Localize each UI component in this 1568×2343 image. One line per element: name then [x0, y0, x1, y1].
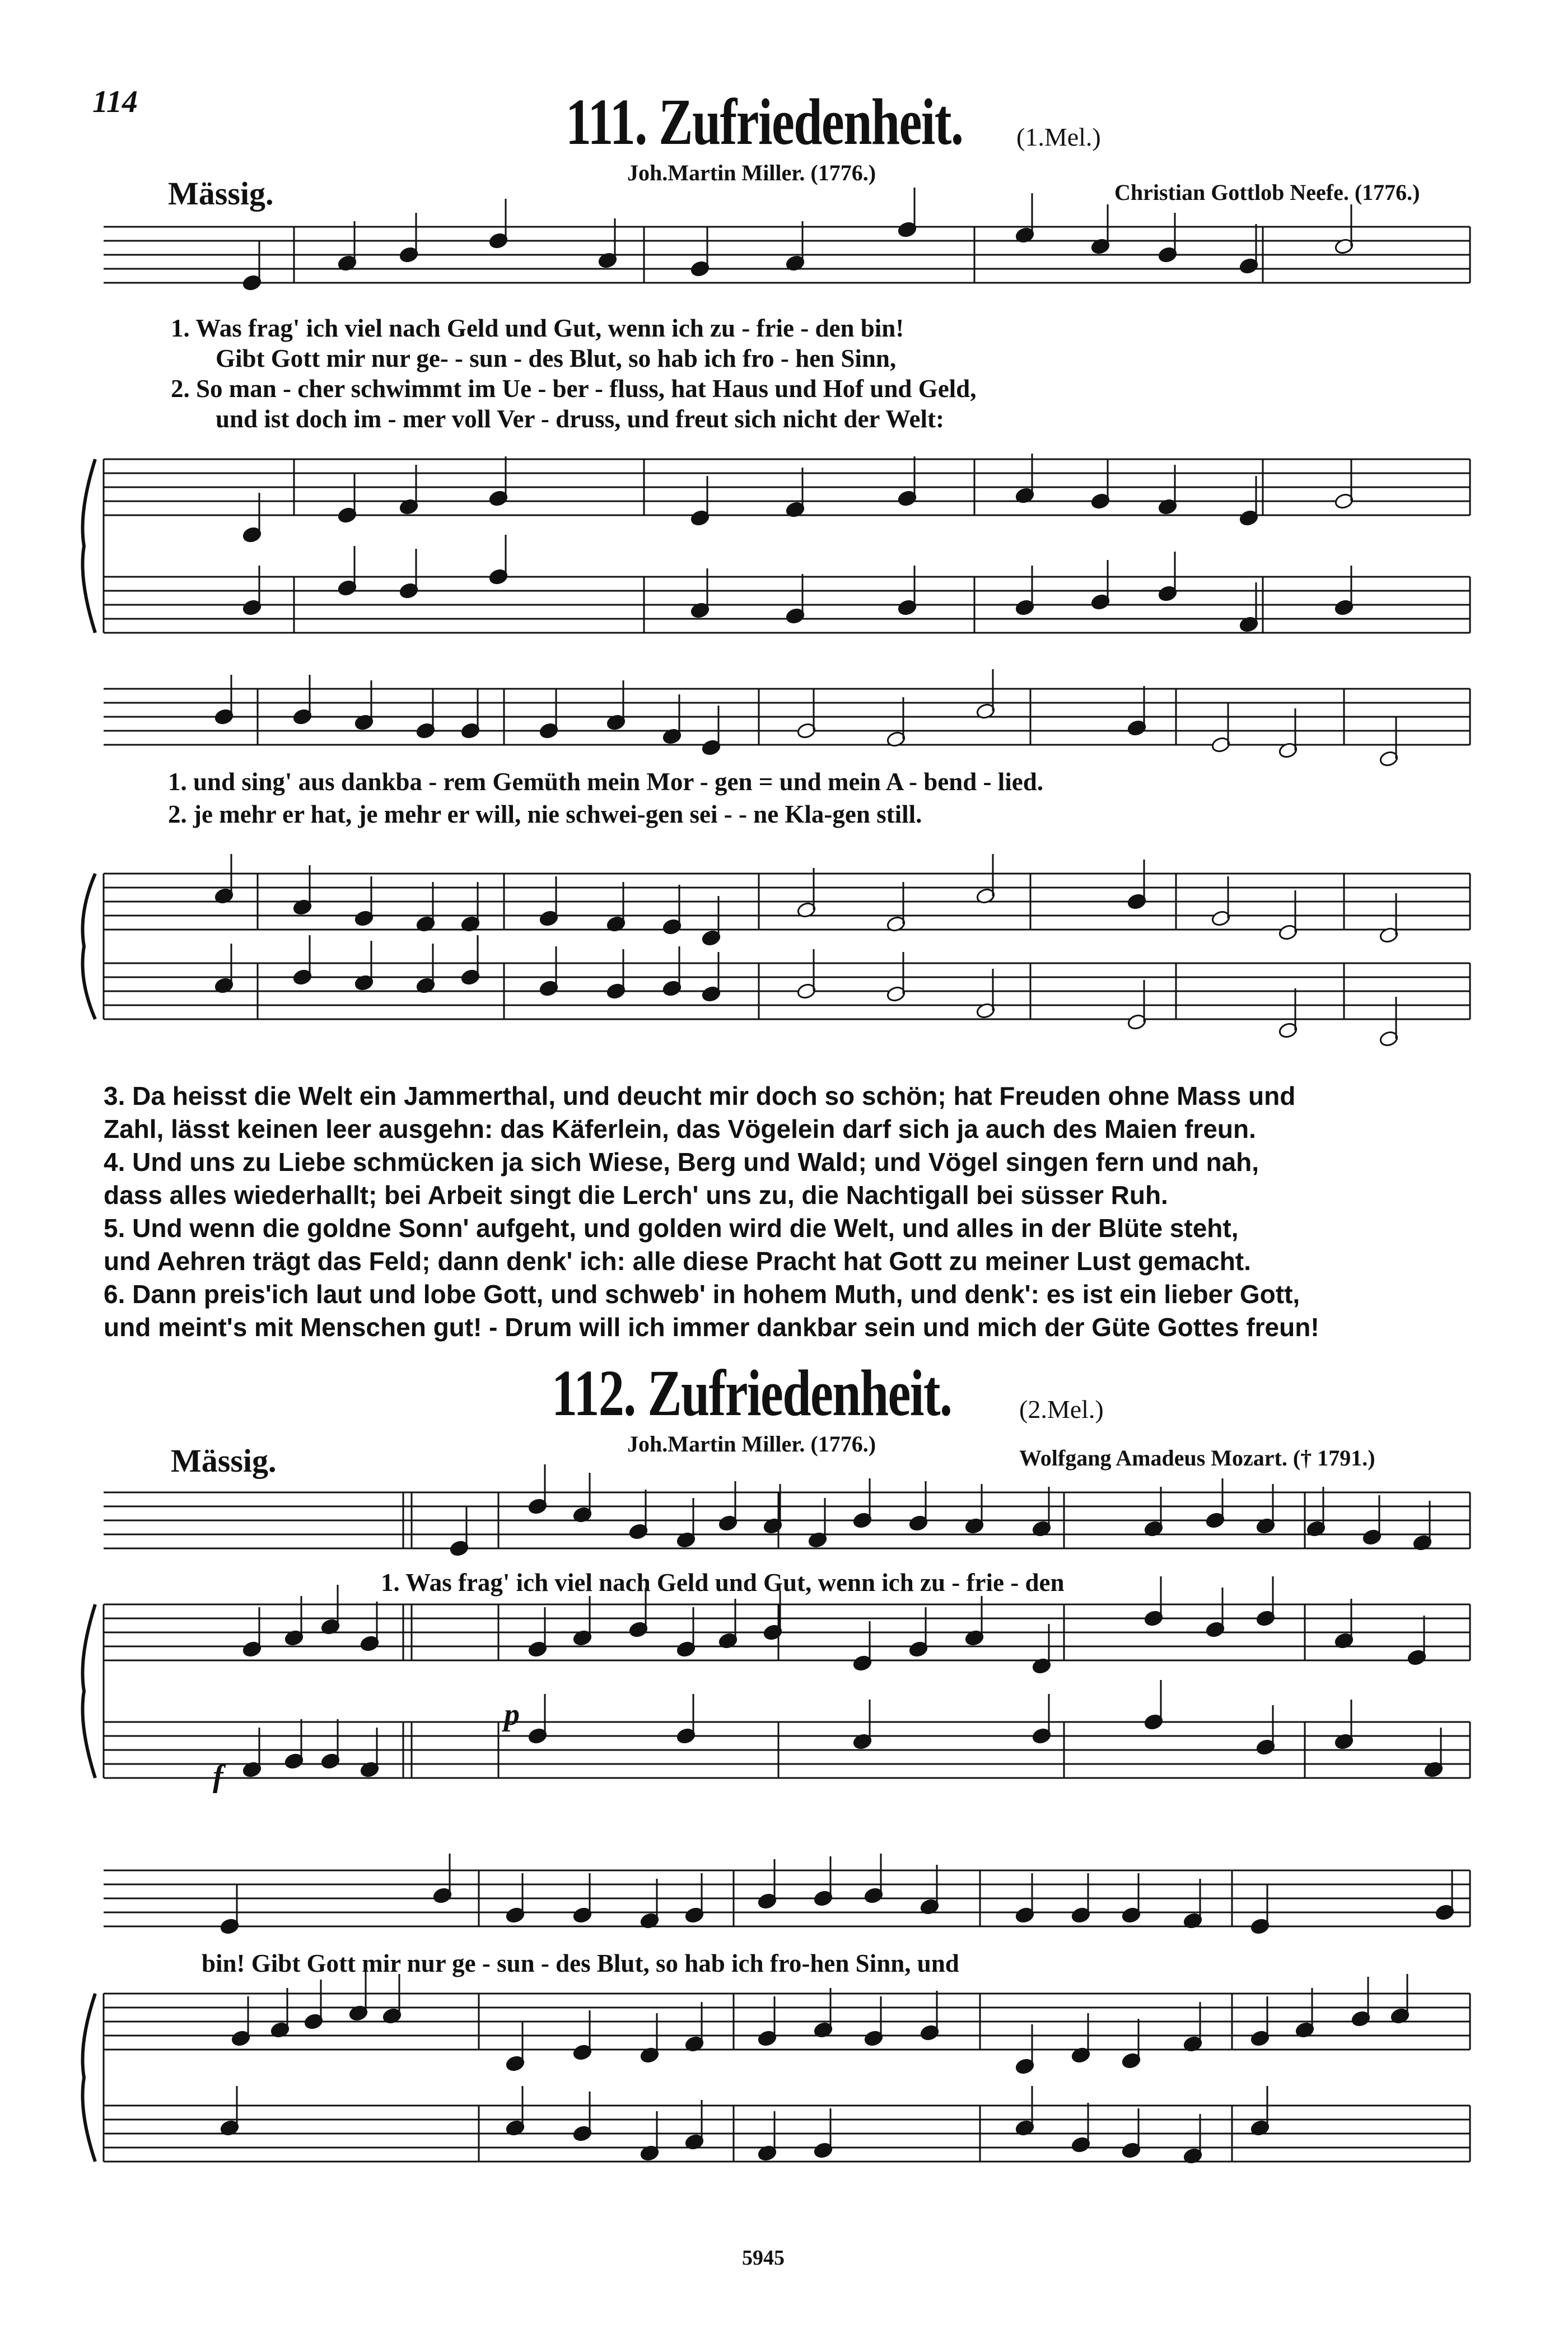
- song-111-tempo: Mässig.: [168, 175, 274, 212]
- song-112-composer: Wolfgang Amadeus Mozart. († 1791.): [1019, 1445, 1375, 1471]
- verse-4-line-1: 4. Und uns zu Liebe schmücken ja sich Wiese, Berg und Wald; und Vögel singen fern und nah,: [104, 1147, 1259, 1177]
- verse-3-line-1: 3. Da heisst die Welt ein Jammerthal, und deucht mir doch so schön; hat Freuden ohne Mass und: [104, 1081, 1296, 1110]
- verse-5-line-1: 5. Und wenn die goldne Sonn' aufgeht, und golden wird die Welt, und alles in der Blüte steht,: [104, 1213, 1239, 1243]
- page-number: 114: [92, 85, 138, 119]
- song-112-lyrics-line-2: bin! Gibt Gott mir nur ge - sun - des Blut, so hab ich fro-hen Sinn, und: [202, 1949, 959, 1977]
- dynamic-forte: f: [213, 1759, 223, 1794]
- piano-brace: [83, 1994, 96, 2162]
- song-112-lyrics-line-1: 1. Was frag' ich viel nach Geld und Gut, wenn ich zu - frie - den: [381, 1569, 1065, 1597]
- song-111-composer: Christian Gottlob Neefe. (1776.): [1114, 180, 1420, 205]
- verse-5-line-2: und Aehren trägt das Feld; dann denk' ich: alle diese Pracht hat Gott zu meiner Lust gemacht.: [104, 1247, 1251, 1276]
- verse-6-line-2: und meint's mit Menschen gut! - Drum will ich immer dankbar sein und mich der Güte Gottes freun!: [104, 1313, 1319, 1342]
- song-112-melody-note: (2.Mel.): [1019, 1395, 1104, 1423]
- song-112-lyricist-year: (1776.): [810, 1431, 876, 1457]
- song-111-lyrics-line-6: 2. je mehr er hat, je mehr er will, nie schwei-gen sei - - ne Kla-gen still.: [168, 800, 922, 828]
- lyric-text: Gibt Gott mir nur ge- - sun - des Blut, so hab ich fro - hen Sinn,: [216, 344, 897, 372]
- dynamic-piano: p: [504, 1697, 520, 1732]
- lyric-text: und ist doch im - mer voll Ver - druss, und freut sich nicht der Welt:: [216, 405, 944, 433]
- verse-6-line-1: 6. Dann preis'ich laut und lobe Gott, und schweb' in hohem Muth, und denk': es ist ein lieber Gott,: [104, 1280, 1300, 1309]
- lyric-text: So man - cher schwimmt im Ue - ber - fluss, hat Haus und Hof und Geld,: [196, 375, 977, 403]
- song-111-lyricist-year: (1776.): [810, 160, 876, 185]
- song-111-lyricist-name: Joh.Martin Miller.: [627, 160, 805, 185]
- song-112-tempo: Mässig.: [171, 1443, 277, 1479]
- song-111-lyrics-line-5: 1. und sing' aus dankba - rem Gemüth mein Mor - gen = und mein A - bend - lied.: [168, 768, 1044, 796]
- piano-brace: [83, 459, 96, 633]
- verse-4-line-2: dass alles wiederhallt; bei Arbeit singt die Lerch' uns zu, die Nachtigall bei süsser Ruh.: [104, 1180, 1168, 1210]
- verse-3-line-2: Zahl, lässt keinen leer ausgehn: das Käferlein, das Vögelein darf sich ja auch des Maien freun.: [104, 1114, 1256, 1144]
- song-112-lyricist-name: Joh.Martin Miller.: [627, 1431, 805, 1457]
- lyric-text: Was frag' ich viel nach Geld und Gut, wenn ich zu - frie - den bin!: [195, 314, 904, 342]
- piano-brace: [83, 874, 96, 1019]
- song-112-number: 112.: [552, 1356, 636, 1430]
- song-111-melody-note: (1.Mel.): [1016, 123, 1101, 151]
- song-111-number: 111.: [566, 85, 647, 158]
- piano-brace: [83, 1604, 96, 1778]
- verse-number: 2.: [171, 375, 190, 403]
- song-111-title-text: Zufriedenheit.: [659, 85, 963, 158]
- plate-number: 5945: [742, 2246, 785, 2270]
- verse-number: 1.: [171, 314, 190, 342]
- song-112-title-text: Zufriedenheit.: [647, 1356, 952, 1430]
